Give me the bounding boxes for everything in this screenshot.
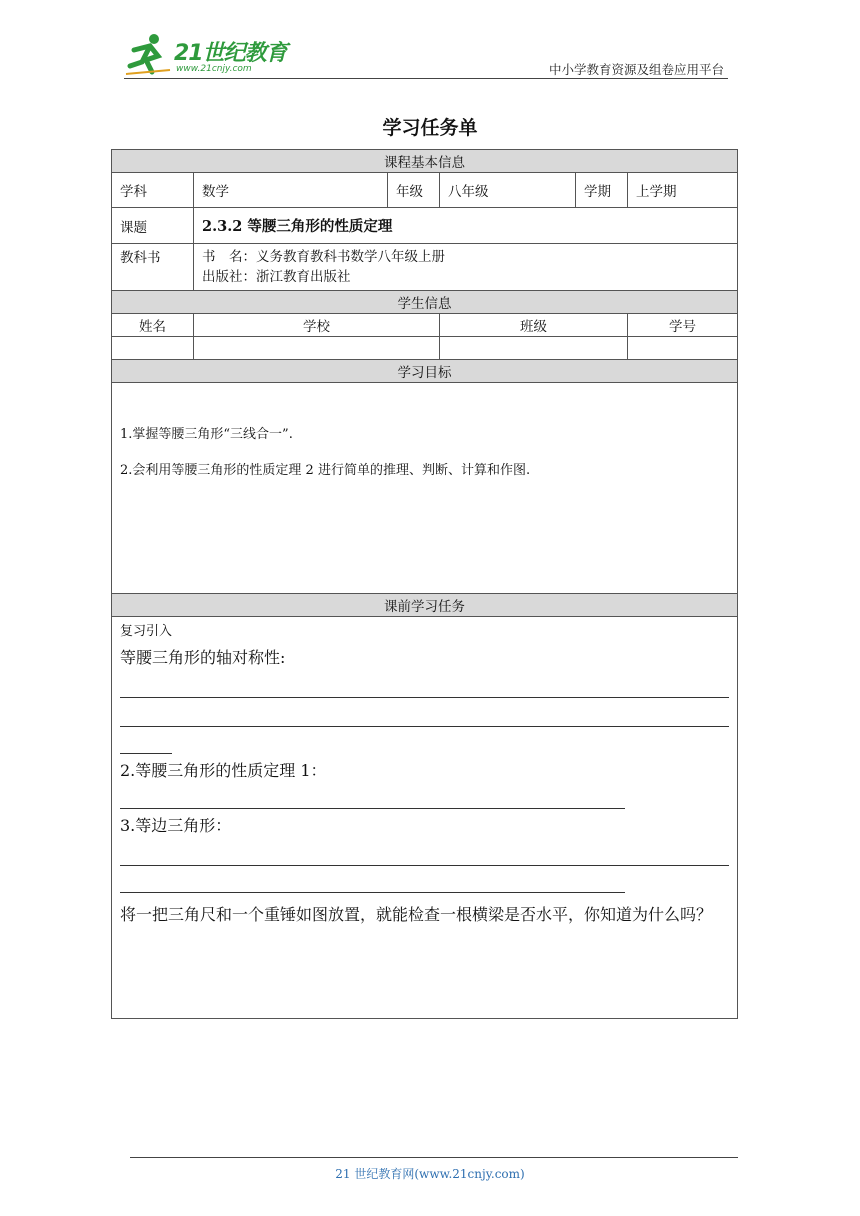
textbook-value	[194, 244, 738, 291]
question-equilateral: 3.等边三角形：	[120, 816, 232, 835]
pre-class-task-content	[112, 617, 738, 1019]
student-school-field[interactable]	[194, 337, 440, 360]
goal-item: 2.会利用等腰三角形的性质定理 2 进行简单的推理、判断、计算和作图.	[120, 463, 531, 478]
student-id-field[interactable]	[628, 337, 738, 360]
subject-label: 学科	[112, 173, 194, 208]
answer-line[interactable]	[120, 866, 625, 893]
review-intro-label: 复习引入	[120, 624, 173, 639]
footer-link[interactable]: 21 世纪教育网(www.21cnjy.com)	[335, 1167, 525, 1181]
section-student-info: 学生信息	[112, 291, 738, 314]
textbook-label: 教科书	[112, 244, 194, 291]
goals-content	[112, 383, 738, 594]
footer-divider	[130, 1157, 738, 1158]
answer-line[interactable]	[120, 669, 729, 698]
runner-logo-icon	[124, 30, 174, 76]
section-pre-class-task: 课前学习任务	[112, 594, 738, 617]
topic-label: 课题	[112, 208, 194, 244]
logo-url: www.21cnjy.com	[176, 64, 252, 74]
logo-text: 21世纪教育	[174, 41, 287, 66]
page-title: 学习任务单	[382, 117, 478, 139]
header-divider	[124, 78, 728, 79]
textbook-publisher: 出版社：浙江教育出版社	[202, 269, 351, 285]
answer-line[interactable]	[120, 727, 172, 754]
question-symmetry: 等腰三角形的轴对称性:	[120, 648, 286, 667]
term-label: 学期	[576, 173, 628, 208]
student-col-id: 学号	[628, 314, 738, 337]
subject-value: 数学	[194, 173, 388, 208]
platform-name: 中小学教育资源及组卷应用平台	[548, 62, 724, 77]
question-theorem-1: 2.等腰三角形的性质定理 1：	[120, 761, 327, 780]
student-class-field[interactable]	[440, 337, 628, 360]
textbook-name: 书 名：义务教育教科书数学八年级上册	[202, 249, 445, 265]
student-col-class: 班级	[440, 314, 628, 337]
goal-item: 1.掌握等腰三角形“三线合一”.	[120, 427, 293, 442]
student-name-field[interactable]	[112, 337, 194, 360]
answer-line[interactable]	[120, 698, 729, 727]
task-sheet-table	[111, 149, 738, 1019]
section-goals: 学习目标	[112, 360, 738, 383]
topic-value: 2.3.2 等腰三角形的性质定理	[194, 208, 738, 244]
grade-value: 八年级	[440, 173, 576, 208]
answer-line[interactable]	[120, 837, 729, 866]
grade-label: 年级	[388, 173, 440, 208]
answer-line[interactable]	[120, 782, 625, 809]
question-level-check: 将一把三角尺和一个重锤如图放置，就能检查一根横梁是否水平，你知道为什么吗？	[120, 905, 713, 924]
page-header	[124, 30, 728, 78]
student-col-school: 学校	[194, 314, 440, 337]
term-value: 上学期	[628, 173, 738, 208]
section-course-info: 课程基本信息	[112, 150, 738, 173]
logo	[124, 30, 294, 78]
student-col-name: 姓名	[112, 314, 194, 337]
